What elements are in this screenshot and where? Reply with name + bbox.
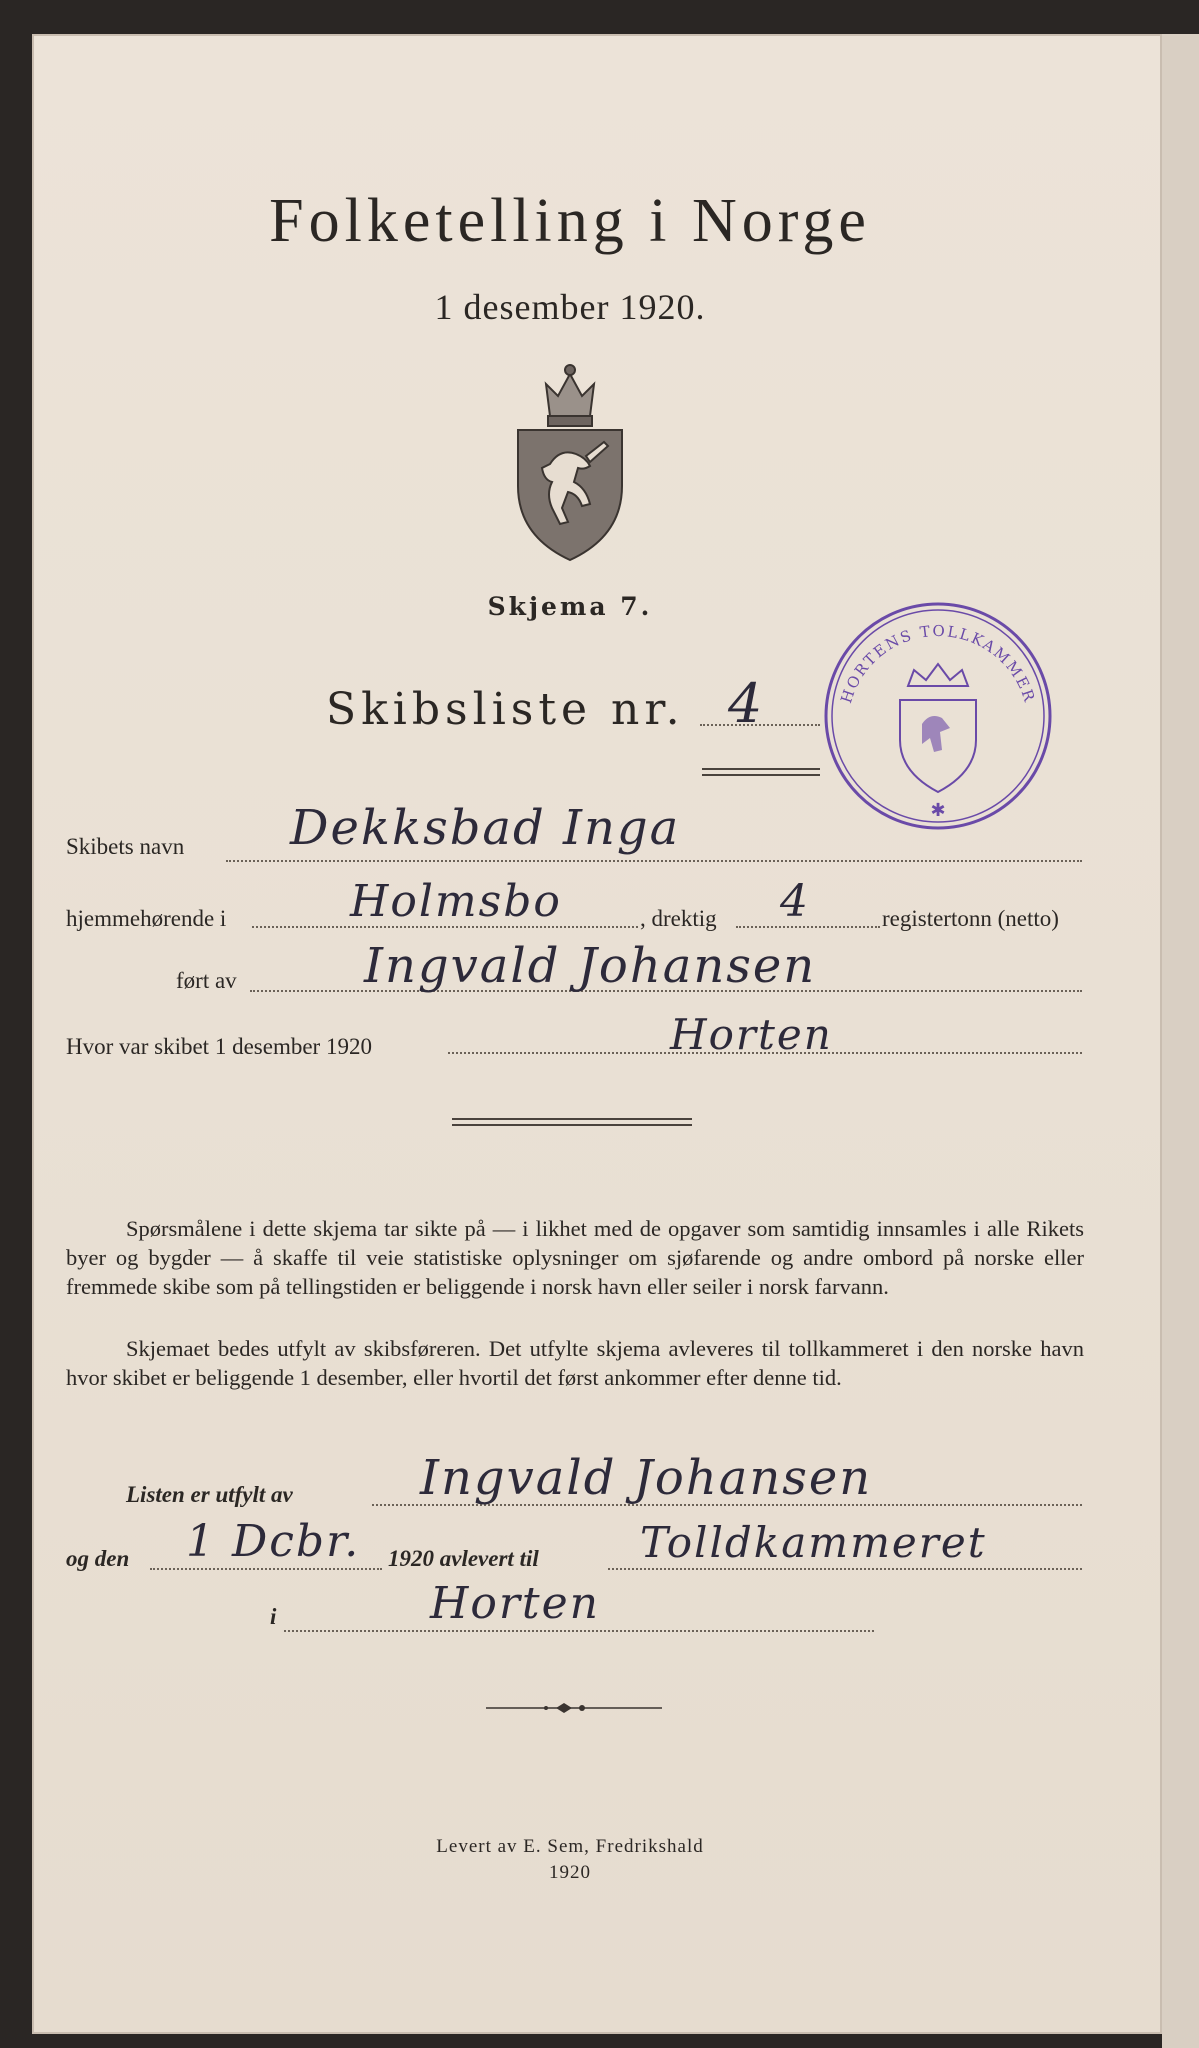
home-port-label: hjemmehørende i <box>66 906 227 931</box>
double-rule-top <box>702 768 820 770</box>
printer-year: 1920 <box>549 1862 591 1883</box>
tonnage-label: , drektig <box>640 906 717 931</box>
in-value: Horten <box>430 1578 600 1629</box>
svg-text:✱: ✱ <box>930 800 946 821</box>
filled-by-value: Ingvald Johansen <box>420 1450 873 1506</box>
printer-credit: Levert av E. Sem, Fredrikshald <box>436 1836 704 1857</box>
delivered-to-label: 1920 avlevert til <box>388 1546 539 1571</box>
ship-list-label: Skibsliste nr. <box>326 684 685 735</box>
captain-value: Ingvald Johansen <box>364 938 817 994</box>
ornament-divider-icon <box>486 1700 662 1716</box>
ship-name-label: Skibets navn <box>66 834 185 859</box>
tonnage-value: 4 <box>780 876 810 927</box>
in-label: i <box>270 1604 277 1629</box>
date-value: 1 Dcbr. <box>186 1516 361 1567</box>
list-number-value: 4 <box>728 672 765 735</box>
instructions-paragraph-2: Skjemaet bedes utfylt av skibsføreren. Det utfylte skjema avleveres til tollkammeret i den norske havn hvor skibet er beliggende 1 desember, eller hvortil det først ankommer efter denne tid. <box>66 1336 1084 1390</box>
customs-stamp <box>818 596 1058 836</box>
location-value: Horten <box>670 1010 833 1059</box>
date-label: og den <box>66 1546 130 1571</box>
coat-of-arms-icon <box>510 356 630 562</box>
date-line <box>150 1568 382 1570</box>
form-title: Folketelling i Norge <box>269 187 871 255</box>
paper-edge <box>1162 34 1199 2048</box>
tonnage-unit: registertonn (netto) <box>882 906 1059 931</box>
census-date: 1 desember 1920. <box>434 287 706 327</box>
divider-top <box>452 1118 692 1120</box>
delivered-to-value: Tolldkammeret <box>640 1518 987 1567</box>
captain-label: ført av <box>176 968 237 993</box>
stamp-text: HORTENS TOLLKAMMER <box>837 621 1039 706</box>
location-label: Hvor var skibet 1 desember 1920 <box>66 1034 372 1059</box>
filled-by-label: Listen er utfylt av <box>126 1482 293 1507</box>
ship-name-value: Dekksbad Inga <box>290 800 681 856</box>
divider-bottom <box>452 1124 692 1126</box>
home-port-value: Holmsbo <box>350 876 562 927</box>
ship-name-line <box>226 860 1082 862</box>
in-line <box>284 1630 874 1632</box>
delivered-to-line <box>608 1568 1082 1570</box>
schema-number: Skjema 7. <box>487 592 653 621</box>
instructions-paragraph-1: Spørsmålene i dette skjema tar sikte på — i likhet med de opgaver som samtidig innsamles i alle Rikets byer og bygder — å skaffe til veie statistiske oplysninger om sjøfarende og andre ombord på norske eller fremmede skibe som på tellingstiden er beliggende i norsk havn eller seiler i norsk farvann. <box>66 1216 1084 1299</box>
double-rule-bottom <box>702 774 820 776</box>
